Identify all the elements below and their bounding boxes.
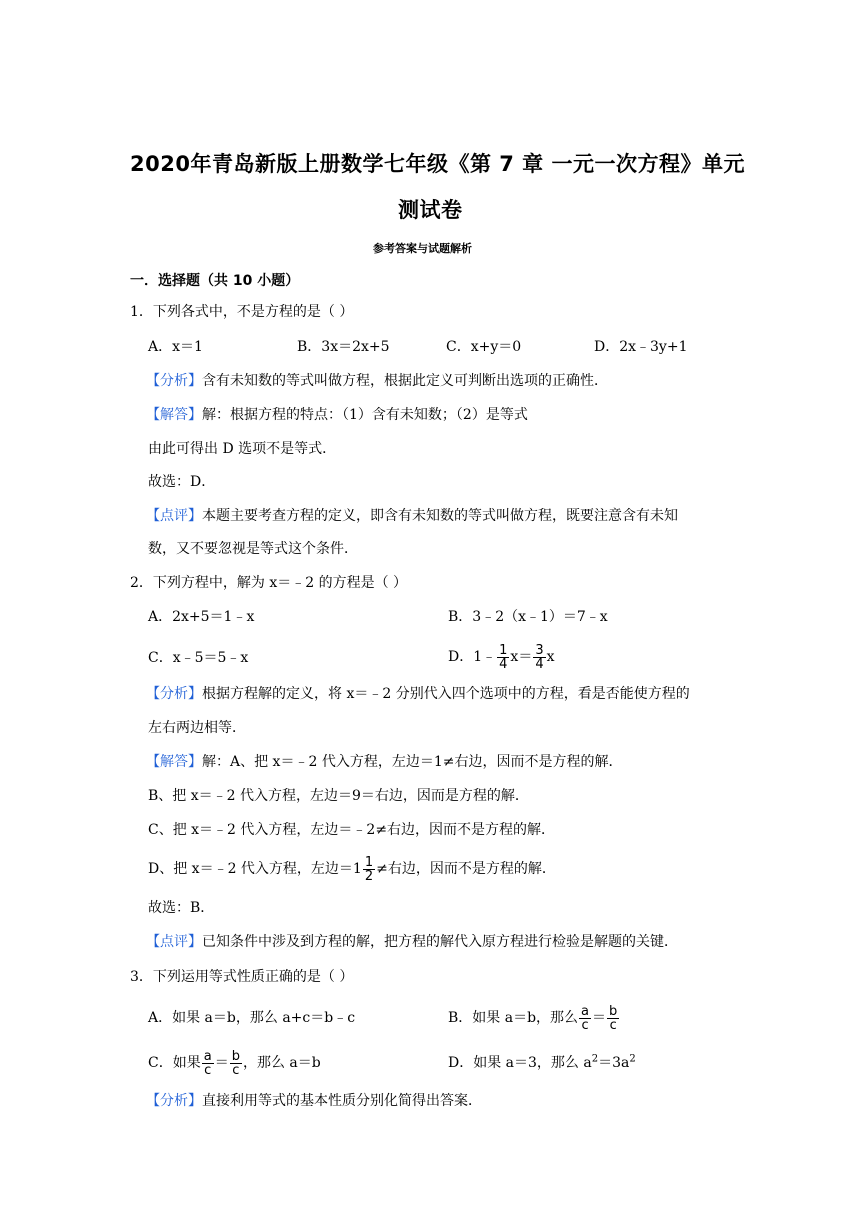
fraction	[497, 644, 509, 671]
fraction	[202, 1050, 214, 1077]
denominator: 4	[499, 656, 508, 672]
q2-option-d-suffix: x	[546, 649, 555, 665]
q2-analysis-line2: 左右两边相等．	[148, 720, 246, 736]
q3-option-b	[448, 998, 620, 1038]
exponent: 2	[629, 1053, 636, 1065]
q3-option-d-prefix: D．如果 a＝3，那么 a	[448, 1055, 592, 1071]
analysis-text: 含有未知数的等式叫做方程，根据此定义可判断出选项的正确性．	[202, 373, 608, 389]
q2-option-a: A．2x+5＝1﹣x	[148, 609, 255, 625]
q2-choose: 故选：B．	[148, 900, 215, 916]
q1-comment	[146, 506, 678, 526]
numerator: a	[203, 1048, 212, 1064]
q3-option-d-mid: ＝3a	[598, 1055, 630, 1071]
analysis-text: 直接利用等式的基本性质分别化简得出答案．	[202, 1093, 482, 1109]
numerator: b	[231, 1048, 240, 1064]
answer-tag: 【解答】	[146, 754, 202, 770]
q2-answer-b: B、把 x＝﹣2 代入方程，左边＝9＝右边，因而是方程的解．	[148, 788, 529, 804]
comment-text: 本题主要考查方程的定义，即含有未知数的等式叫做方程，既要注意含有未知	[202, 508, 678, 524]
fraction	[363, 856, 375, 883]
q1-answer-line2: 由此可得出 D 选项不是等式．	[148, 441, 337, 457]
q2-option-d-prefix: D．1﹣	[448, 649, 497, 665]
q1-answer	[146, 405, 528, 425]
q2-answer-d-prefix: D、把 x＝﹣2 代入方程，左边＝1	[148, 861, 362, 877]
comment-tag: 【点评】	[146, 508, 202, 524]
q2-option-b: B．3﹣2（x﹣1）＝7﹣x	[448, 609, 608, 625]
q2-comment	[146, 932, 678, 952]
fraction	[533, 644, 545, 671]
analysis-text: 根据方程解的定义，将 x＝﹣2 分别代入四个选项中的方程，看是否能使方程的	[202, 686, 690, 702]
q2-stem: 2．下列方程中，解为 x＝﹣2 的方程是（ ）	[130, 575, 408, 591]
q2-option-c: C．x﹣5＝5﹣x	[148, 650, 249, 666]
doc-title-line1: 2020年青岛新版上册数学七年级《第 7 章 一元一次方程》单元	[130, 152, 745, 176]
comment-tag: 【点评】	[146, 934, 202, 950]
q2-answer-d-suffix: ≠右边，因而不是方程的解．	[376, 861, 556, 877]
q2-analysis	[146, 684, 690, 704]
q1-option-a: A．x＝1	[148, 339, 203, 355]
q3-option-a: A．如果 a＝b，那么 a+c＝b﹣c	[148, 1010, 356, 1026]
fraction	[579, 1005, 591, 1032]
q3-option-d	[448, 1053, 636, 1073]
section-heading: 一．选择题（共 10 小题）	[130, 273, 300, 289]
q2-answer-d	[148, 849, 556, 889]
denominator: 2	[364, 868, 374, 884]
q2-answer	[146, 752, 622, 772]
answer-tag: 【解答】	[146, 407, 202, 423]
equals-sign: ＝	[592, 1010, 607, 1026]
denominator: c	[232, 1062, 240, 1078]
comment-text: 已知条件中涉及到方程的解，把方程的解代入原方程进行检验是解题的关键．	[202, 934, 678, 950]
q3-option-c	[148, 1043, 321, 1083]
analysis-tag: 【分析】	[146, 686, 202, 702]
q1-option-c: C．x+y＝0	[446, 339, 522, 355]
exponent: 2	[591, 1053, 599, 1065]
answer-text: 解：根据方程的特点：（1）含有未知数；（2）是等式	[202, 407, 528, 423]
numerator: 1	[364, 854, 374, 870]
denominator: 4	[535, 656, 544, 672]
denominator: c	[204, 1062, 212, 1078]
q3-option-b-prefix: B．如果 a＝b，那么	[448, 1010, 579, 1026]
q1-choose: 故选：D．	[148, 474, 216, 490]
fraction	[607, 1005, 619, 1032]
q3-stem: 3．下列运用等式性质正确的是（ ）	[130, 969, 354, 985]
q3-option-c-suffix: ，那么 a＝b	[242, 1055, 321, 1071]
q3-analysis	[146, 1091, 482, 1111]
q1-analysis	[146, 371, 608, 391]
q1-stem: 1．下列各式中，不是方程的是（ ）	[130, 304, 354, 320]
equals-sign: ＝	[214, 1055, 229, 1071]
q3-option-c-prefix: C．如果	[148, 1055, 201, 1071]
numerator: 3	[535, 642, 544, 658]
numerator: 1	[499, 642, 508, 658]
q2-option-d-mid: x＝	[510, 649, 533, 665]
doc-title-line2: 测试卷	[398, 198, 463, 222]
q1-option-d: D．2x﹣3y+1	[594, 339, 688, 355]
q1-option-b: B．3x＝2x+5	[297, 339, 390, 355]
fraction	[230, 1050, 242, 1077]
denominator: c	[581, 1017, 589, 1033]
q2-option-d	[448, 637, 555, 677]
q1-comment-line2: 数，又不要忽视是等式这个条件．	[148, 541, 358, 557]
analysis-tag: 【分析】	[146, 1093, 202, 1109]
answer-text: 解：A、把 x＝﹣2 代入方程，左边＝1≠右边，因而不是方程的解．	[202, 754, 623, 770]
analysis-tag: 【分析】	[146, 373, 202, 389]
doc-subtitle: 参考答案与试题解析	[373, 242, 472, 255]
q2-answer-c: C、把 x＝﹣2 代入方程，左边＝﹣2≠右边，因而不是方程的解．	[148, 822, 556, 838]
numerator: a	[581, 1003, 590, 1019]
denominator: c	[609, 1017, 617, 1033]
numerator: b	[609, 1003, 618, 1019]
